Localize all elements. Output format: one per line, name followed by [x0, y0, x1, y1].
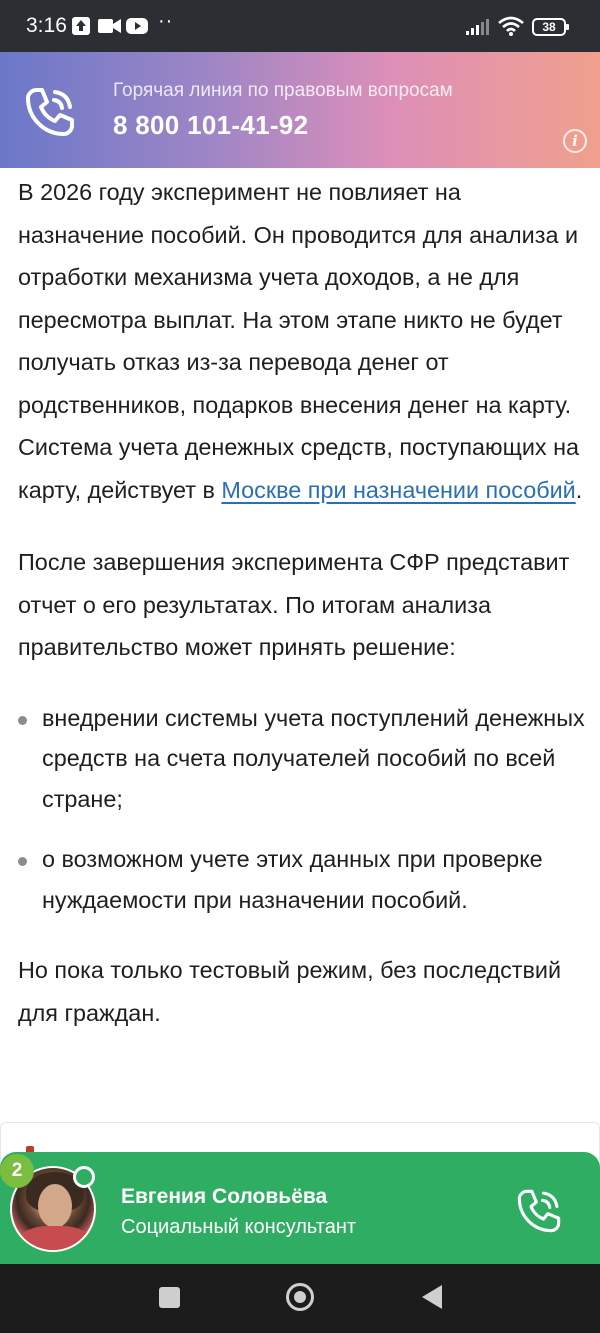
- wifi-icon: [498, 16, 524, 36]
- bullet-dot-icon: [18, 716, 27, 725]
- avatar-face: [38, 1184, 72, 1228]
- hotline-number[interactable]: 8 800 101-41-92: [113, 110, 309, 140]
- recent-apps-icon[interactable]: [159, 1287, 180, 1308]
- battery-icon: [532, 18, 566, 36]
- avatar-shirt: [18, 1226, 92, 1252]
- article-paragraph-3: Но пока только тестовый режим, без последствий для граждан.: [18, 957, 562, 1026]
- list-item: [18, 839, 588, 920]
- list-item: [18, 698, 588, 820]
- list-item-text: о возможном учете этих данных при проверке нуждаемости при назначении пособий.: [42, 846, 543, 913]
- consultant-name[interactable]: Евгения Соловьёва: [121, 1185, 328, 1208]
- status-time: 3:16: [26, 14, 67, 37]
- consultant-role: Социальный консультант: [121, 1216, 357, 1238]
- upload-arrow-icon: [72, 17, 90, 35]
- call-icon[interactable]: [514, 1186, 564, 1236]
- home-icon[interactable]: [286, 1283, 314, 1311]
- back-icon[interactable]: [422, 1285, 442, 1309]
- list-item-text: внедрении системы учета поступлений денежных средств на счета получателей пособий по всей стране;: [42, 704, 585, 812]
- more-dots-icon: ··: [158, 10, 174, 32]
- article-paragraph-2: После завершения эксперимента СФР представит отчет о его результатах. По итогам анализа правительство может принять решение:: [18, 549, 570, 660]
- article-body: [18, 168, 588, 1034]
- hotline-label: Горячая линия по правовым вопросам: [113, 80, 453, 101]
- status-bar: [0, 0, 600, 52]
- bullet-dot-icon: [18, 857, 27, 866]
- paragraph-1-text: В 2026 году эксперимент не повлияет на назначение пособий. Он проводится для анализа и отработки механизма учета доходов, а не для пересмотра выплат. На этом этапе никто не будет получать отказ из-за перевода денег от родственников, подарков внесения денег на карту. Система учета денежных средств, поступающих на карту, действует в: [18, 179, 580, 503]
- info-icon[interactable]: i: [563, 129, 587, 153]
- signal-icon: [466, 18, 492, 36]
- article-paragraph-1: [18, 171, 588, 511]
- notification-badge: 2: [0, 1154, 34, 1188]
- online-status-icon: [73, 1166, 95, 1188]
- paragraph-1-end: .: [575, 476, 583, 503]
- youtube-icon: [126, 17, 148, 35]
- phone-icon: [22, 84, 78, 140]
- video-camera-icon: [98, 17, 122, 35]
- hotline-banner[interactable]: [0, 52, 600, 168]
- battery-level: 38: [542, 20, 556, 34]
- decision-list: [18, 698, 588, 921]
- moscow-benefits-link[interactable]: Москве при назначении пособий: [221, 476, 576, 503]
